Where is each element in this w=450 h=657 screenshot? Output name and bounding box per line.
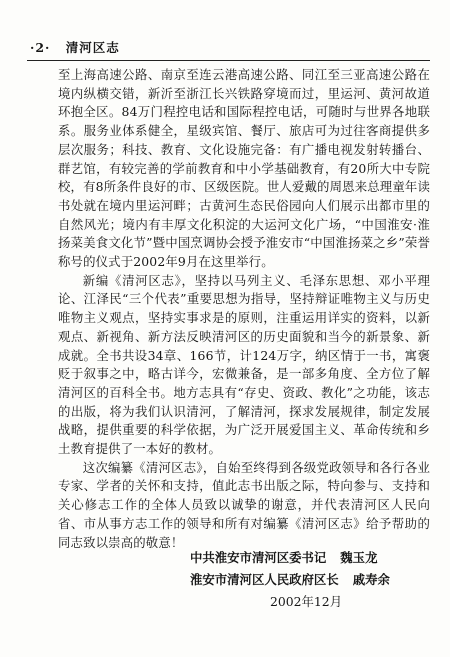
book-title: 清河区志: [65, 40, 120, 55]
paragraph-1: 至上海高速公路、南京至连云港高速公路、同江至三亚高速公路在境内纵横交错，新沂至浙江长兴铁路穿境而过，里运河、黄河故道环抱全区。84万门程控电话和国际程控电话，可随时与世界各地联系。服务业体系健全，星级宾馆、餐厅、旅店可为过往客商提供多层次服务；科技、教育、文化设施完备：有广播电视发射转播台、群艺馆，有较完善的学前教育和中小学基础教育，有20所大中专院校，有8所条件良好的市、区级医院。世人爱戴的周恩来总理童年读书处就在境内里运河畔；古黄河生态民俗园向人们展示出都市里的自然风光；境内有丰厚文化积淀的大运河文化广场，“中国淮安·淮扬菜美食文化节”暨中国烹调协会授予淮安市“中国淮扬菜之乡”荣誉称号的仪式于2002年9月在这里举行。: [58, 67, 430, 270]
signature-line-1: [190, 548, 377, 566]
signer-2-name: 戚寿余: [352, 572, 390, 587]
paragraph-3: 这次编纂《清河区志》，自始至终得到各级党政领导和各行各业专家、学者的关怀和支持，值此志书出版之际，特向参与、支持和关心修志工作的全体人员致以诚挚的谢意，并代表清河区人民向省、市从事方志工作的领导和所有对编纂《清河区志》给予帮助的同志致以崇高的敬意！: [58, 459, 430, 550]
signer-1-name: 魏玉龙: [340, 550, 378, 565]
signature-line-2: [190, 570, 390, 588]
header-rule: [27, 60, 430, 61]
paragraph-2: 新编《清河区志》，坚持以马列主义、毛泽东思想、邓小平理论、江泽民“三个代表”重要思想为指导，坚持辩证唯物主义与历史唯物主义观点，坚持实事求是的原则，注重运用详实的资料，以新观点、新视角、新方法反映清河区的历史面貌和当今的新景象、新成就。全书共设34章、166节，计124万字，纳区情于一书，寓褒贬于叙事之中，略古详今，宏微兼备，是一部多角度、全方位了解清河区的百科全书。地方志具有“存史、资政、教化”之功能，该志的出版，将为我们认识清河，了解清河，探求发展规律，制定发展战略，提供重要的科学依据，为广泛开展爱国主义、革命传统和乡土教育提供了一本好的教材。: [58, 272, 430, 457]
page-number: ·2·: [30, 40, 51, 55]
body-text: [58, 66, 430, 552]
signer-2-title: 淮安市清河区人民政府区长: [190, 572, 339, 587]
page-header: [30, 38, 120, 56]
signature-date: 2002年12月: [270, 594, 343, 609]
signer-1-title: 中共淮安市清河区委书记: [190, 550, 327, 565]
